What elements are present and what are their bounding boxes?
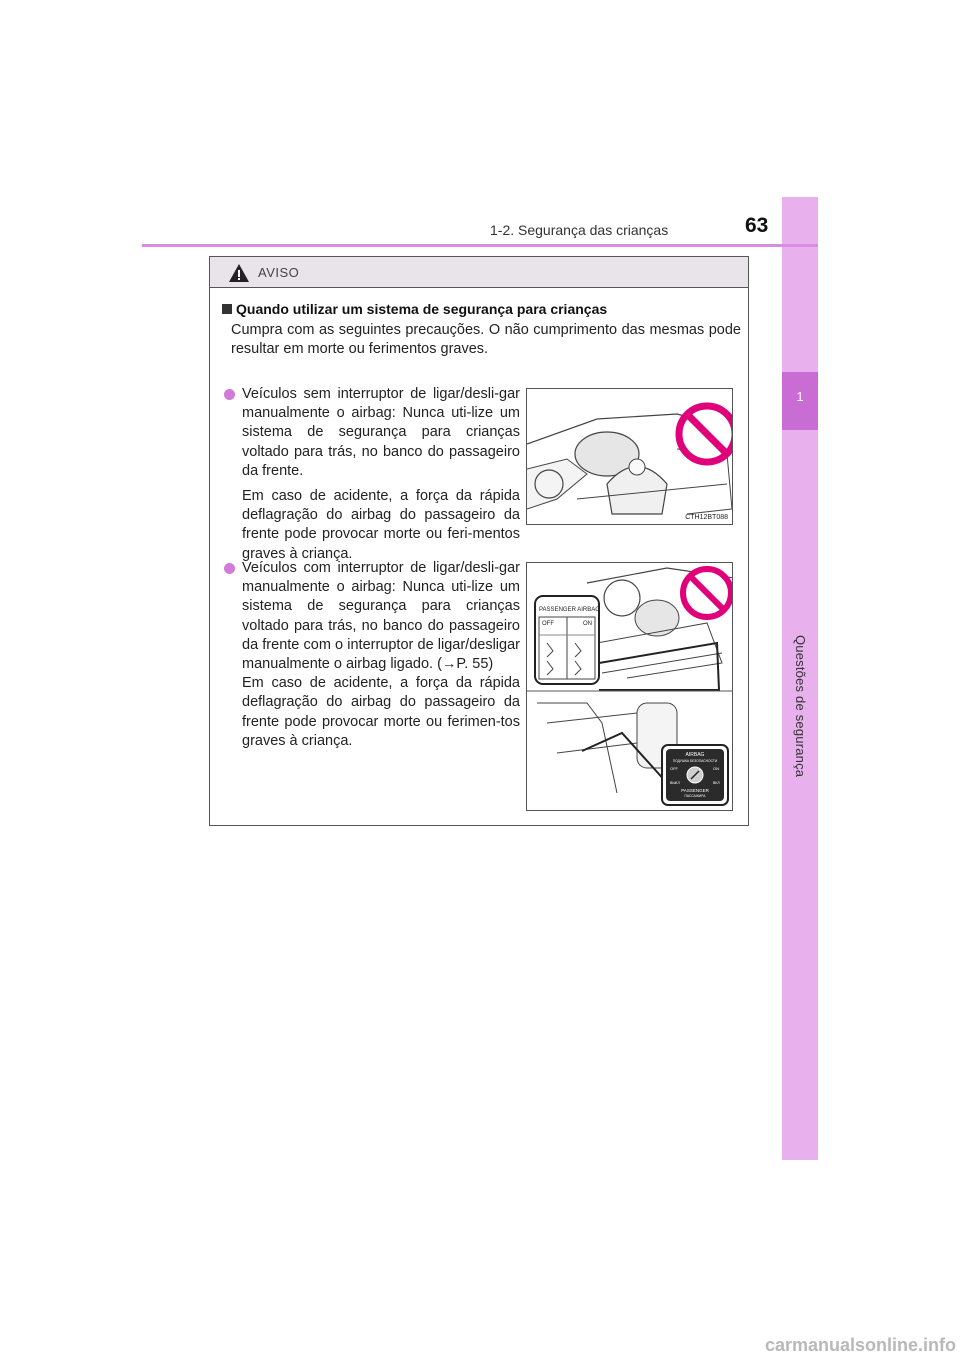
section-heading [222, 301, 607, 317]
warning-label: AVISO [258, 265, 300, 280]
warning-box [209, 256, 749, 826]
heading-text: Quando utilizar um sistema de segurança para crianças [236, 301, 608, 317]
switch-on-ru: ВКЛ [713, 781, 720, 785]
bullet-item [224, 559, 520, 757]
car-interior-illustration [527, 389, 733, 525]
switch-off: OFF [670, 766, 678, 771]
switch-passenger: PASSENGER [681, 788, 709, 793]
figure-rear-facing-seat-with-switch [526, 562, 733, 811]
switch-subtitle: ПОДУШКА БЕЗОПАСНОСТИ [672, 759, 718, 763]
intro-text: Cumpra com as seguintes precauções. O não cumprimento das mesmas pode resultar em morte ou ferimentos graves. [231, 322, 741, 357]
bullet-dot-icon [224, 389, 235, 400]
bullet-paragraph: Veículos sem interruptor de ligar/desli-gar manualmente o airbag: Nunca uti-lize um sistema de segurança para crianças voltado para trás, no banco do passageiro da frente. [242, 386, 520, 479]
section-title: 1-2. Segurança das crianças [490, 222, 669, 238]
bullet-paragraph: Em caso de acidente, a força da rápida deflagração do airbag do passageiro da frente pode provocar morte ou ferimen-tos graves à criança. [242, 675, 520, 749]
figure-rear-facing-seat-no-switch [526, 388, 733, 525]
switch-off-ru: ВЫКЛ [670, 781, 680, 785]
warning-header [210, 257, 748, 288]
figure-caption: CTH12BT088 [685, 514, 728, 521]
header-rule [142, 244, 818, 247]
chapter-side-tab [782, 197, 818, 1160]
switch-on: ON [713, 766, 719, 771]
on-label: ON [583, 621, 592, 627]
chapter-title: Questões de segurança [793, 635, 808, 778]
bullet-dot-icon [224, 563, 235, 574]
switch-passenger-ru: ПАССАЖИРА [684, 794, 706, 798]
off-label: OFF [542, 621, 554, 627]
switch-title: AIRBAG [685, 752, 705, 758]
warning-icon [228, 263, 250, 283]
chapter-number: 1 [796, 389, 804, 404]
panel-label: PASSENGER AIRBAG [539, 607, 600, 613]
bullet-item [224, 385, 520, 570]
page-number: 63 [745, 214, 769, 237]
bullet-paragraph: Em caso de acidente, a força da rápida deflagração do airbag do passageiro da frente pode provocar morte ou feri-mentos graves à criança. [242, 488, 520, 562]
bullet-paragraph: Veículos com interruptor de ligar/desli-gar manualmente o airbag: Nunca uti-lize um sistema de segurança para crianças voltado para trás, no banco do passageiro da frente com o interruptor de ligar/desligar manualmente o airbag ligado. (→P. 55) [242, 560, 520, 673]
watermark: carmanualsonline.info [764, 1335, 956, 1355]
square-bullet-icon [222, 304, 232, 314]
car-interior-switch-illustration [527, 563, 733, 811]
